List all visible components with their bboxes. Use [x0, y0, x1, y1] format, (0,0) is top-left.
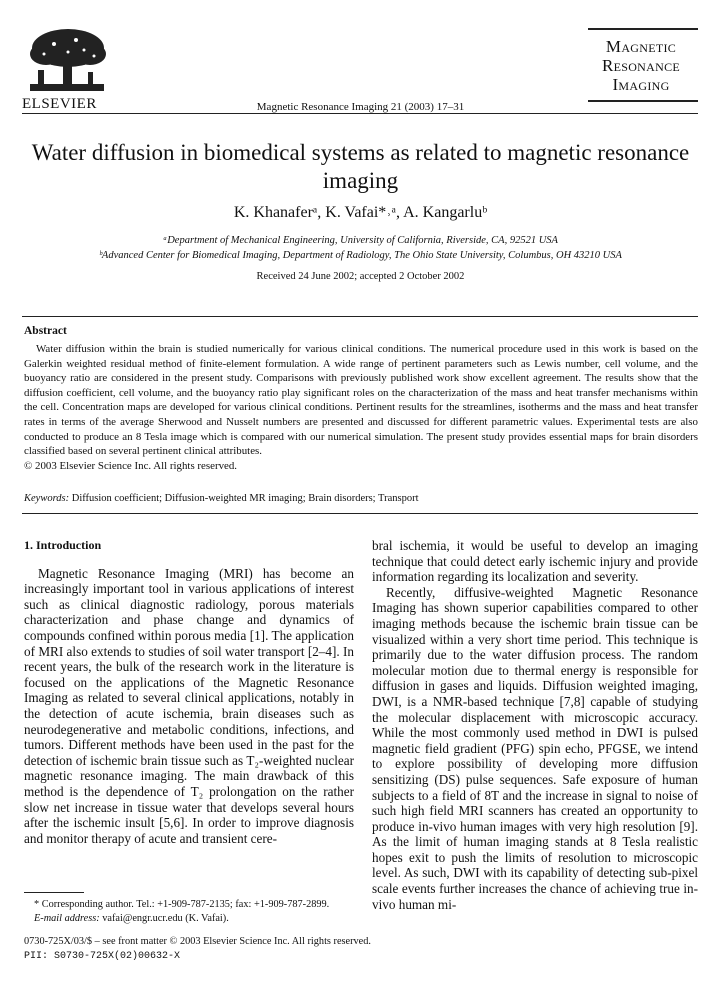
affiliation-a: ᵃDepartment of Mechanical Engineering, University of California, Riverside, CA, 92521 USA — [163, 235, 558, 246]
article-title: Water diffusion in biomedical systems as related to magnetic resonance imaging — [31, 140, 690, 193]
received-dates: Received 24 June 2002; accepted 2 October 2002 — [256, 271, 465, 282]
journal-name-line-1: Magnetic — [605, 37, 677, 56]
keywords-list: Diffusion coefficient; Diffusion-weighted MR imaging; Brain disorders; Transport — [71, 493, 419, 504]
journal-rule-top — [588, 28, 698, 30]
footnote — [24, 898, 354, 925]
front-matter-copyright: 0730-725X/03/$ – see front matter © 2003 Elsevier Science Inc. All rights reserved. — [24, 936, 371, 947]
journal-name — [585, 37, 697, 94]
header-rule — [22, 113, 588, 114]
section-heading-introduction: 1. Introduction — [24, 538, 102, 552]
keywords-label: Keywords: — [24, 493, 70, 504]
journal-reference: Magnetic Resonance Imaging 21 (2003) 17–31 — [256, 101, 465, 113]
abstract-text — [24, 342, 698, 473]
affiliation-b: ᵇAdvanced Center for Biomedical Imaging, Department of Radiology, The Ohio State University, Columbus, OH 43210 USA — [99, 250, 622, 261]
abstract-copyright: © 2003 Elsevier Science Inc. All rights reserved. — [24, 459, 238, 472]
email-address: vafai@engr.ucr.edu (K. Vafai). — [102, 912, 229, 924]
abstract-rule — [22, 316, 698, 317]
journal-rule-middle — [588, 100, 698, 102]
abstract-body: Water diffusion within the brain is studied numerically for various clinical conditions. The numerical procedure used in this work is based on the Galerkin weighted residual method of finite-element formulation. A wide range of pertinent parameters such as Lewis number, cell volume, and the buoyancy ratio are considered in the present study. Comparisons with previously published work show excellent agreement. The results show that the diffusion coefficient, cell volume, and the buoyancy ratio play significant roles on the characterization of the mass and heat transfer mechanisms within the cell. Concentration maps are developed for various clinical conditions. Pertinent results for the streamlines, isotherms and the mass and heat transfer rates in terms of the average Sherwood and Nusselt numbers are presented and discussed for different parametric values. Experimental tests are also conducted to produce an 8 Tesla image which is compared with our numerical simulation. The present study provides essential maps for brain disorders classified based on several pertinent clinical attributes. — [24, 343, 698, 458]
email-line — [24, 912, 354, 926]
abstract-heading: Abstract — [24, 325, 67, 337]
journal-rule-bottom — [588, 113, 698, 114]
right-column — [372, 538, 698, 912]
left-column — [24, 538, 354, 846]
journal-name-line-3: Imaging — [612, 75, 670, 94]
elsevier-tree-logo — [24, 26, 110, 96]
author-list: K. Khanaferᵃ, K. Vafai*˒ᵃ, A. Kangarluᵇ — [233, 204, 488, 221]
keywords — [24, 493, 698, 504]
journal-name-line-2: Resonance — [601, 56, 681, 75]
keywords-rule — [22, 513, 698, 514]
publisher-name: ELSEVIER — [22, 96, 97, 112]
paragraph: bral ischemia, it would be useful to develop an imaging technique that could detect early ischemic injury and provide information regarding its localization and severity. — [372, 538, 698, 585]
pii-identifier: PII: S0730-725X(02)00632-X — [24, 951, 181, 962]
footnote-rule — [24, 892, 84, 893]
corresponding-author-note: * Corresponding author. Tel.: +1-909-787-2135; fax: +1-909-787-2899. — [34, 899, 330, 910]
email-label: E-mail address: — [34, 912, 100, 924]
paragraph: Recently, diffusive-weighted Magnetic Resonance Imaging has shown superior capabilities compared to other imaging methods because the ischemic brain tissue can be visualized within a very short time period. This technique is primarily due to the water diffusion process. The random molecular motion due to thermal energy is responsible for diffusion in gases and liquids. Diffusion weighted imaging, DWI, is a NMR-based technique [7,8] capable of studying the molecular displacement with microscopic accuracy. While the most commonly used method in DWI is pulsed magnetic field gradient (PFG) spin echo, PFGSE, we intend to explore possibility of developing more diffusion sensitizing (DS) pulse sequences. Safe exposure of human subjects to a field of 8T and the increase in signal to noise of such high field MRI scanners has created an opportunity to produce in-vivo human images with very high resolution [9]. As the limit of human imaging stands at 8 Tesla realistic hopes exit to push the limits of resolution to microscopic level. As such, DWI with its capability of detecting sub-pixel scale events further increases the chance of achieving true in-vivo human mi- — [372, 584, 698, 912]
paragraph: Magnetic Resonance Imaging (MRI) has become an increasingly important tool in various applications of interest such as clinical diagnostic radiology, porous materials characterization and phase change and dynamics of compounds confined within porous media [1]. The application of MRI also extends to studies of soil water transport [2–4]. In recent years, the bulk of the research work in the literature is focused on the applications of the Magnetic Resonance Imaging as related to several clinical applications, notably in the detection of acute ischemia, brain diseases such as neurodegenerative and metabolic conditions, infections, and tumors. Different methods have been used in the past for the detection of ischemic brain tissue such as T₂-weighted nuclear magnetic resonance imaging. The main drawback of this method is the dependence of T₂ prolongation on the rather slow net increase in tissue water that develops several hours after the ischemic insult [5,6]. In order to improve diagnosis and monitor therapy of acute and transient cere- — [24, 565, 354, 846]
